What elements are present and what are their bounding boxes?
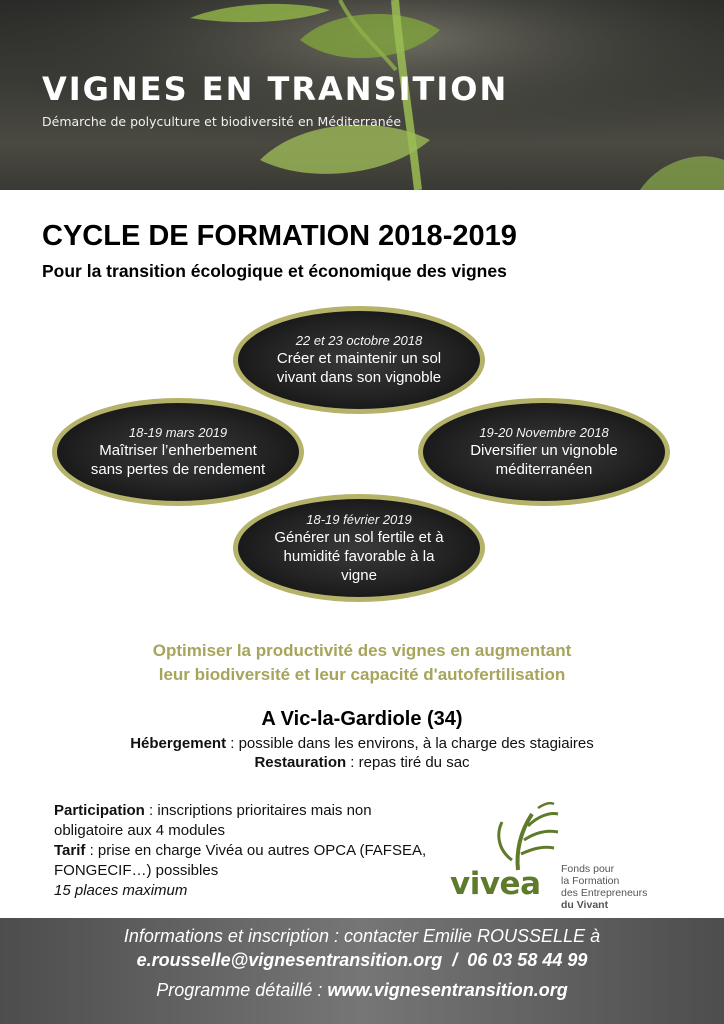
page-title: CYCLE DE FORMATION 2018-2019 (42, 220, 517, 252)
module-title: Diversifier un vignoble méditerranéen (470, 442, 618, 478)
module-title: Maîtriser l’enherbement sans pertes de rendement (90, 442, 266, 478)
participation-line (54, 801, 434, 841)
objective-line-1: Optimiser la productivité des vignes en augmentant (152, 641, 572, 660)
module-date: 18-19 mars 2019 (128, 425, 228, 440)
phone-number[interactable]: 06 03 58 44 99 (467, 950, 588, 970)
restauration-text: : repas tiré du sac (346, 754, 470, 771)
email-link[interactable]: e.rousselle@vignesentransition.org (136, 950, 443, 970)
vivea-tagline (561, 863, 647, 911)
participation-text: : inscriptions prioritaires mais non obligatoire aux 4 modules (54, 802, 372, 839)
tarif-label: Tarif (54, 842, 86, 859)
contact-line: Informations et inscription : contacter Emilie ROUSSELLE à (123, 926, 601, 946)
module-title: Créer et maintenir un sol vivant dans son vignoble (276, 350, 442, 386)
vivea-wordmark: vivea (450, 866, 541, 902)
module-octobre (233, 306, 485, 414)
module-title: Générer un sol fertile et à humidité favorable à la vigne (274, 528, 444, 584)
module-mars (52, 398, 304, 506)
programme-line (0, 980, 724, 1001)
page-subtitle: Pour la transition écologique et économique des vignes (42, 261, 507, 281)
programme-label: Programme détaillé : (156, 980, 328, 1000)
hebergement-text: : possible dans les environs, à la charge des stagiaires (226, 735, 594, 752)
website-link[interactable]: www.vignesentransition.org (327, 980, 568, 1000)
separator: / (442, 950, 468, 970)
header-title: VIGNES EN TRANSITION (42, 70, 509, 108)
module-date: 18-19 février 2019 (306, 511, 412, 527)
tagline-line: la Formation (561, 875, 620, 887)
tagline-line: des Entrepreneurs (561, 887, 648, 899)
tagline-line: du Vivant (561, 899, 609, 911)
restauration-line (0, 754, 724, 771)
participation-block (54, 801, 434, 901)
module-date: 19-20 Novembre 2018 (479, 425, 609, 440)
hebergement-label: Hébergement (130, 735, 227, 752)
tagline-line: Fonds pour (561, 863, 615, 875)
hebergement-line (0, 735, 724, 752)
tarif-text: : prise en charge Vivéa ou autres OPCA (FAFSEA, FONGECIF…) possibles (54, 842, 427, 879)
tarif-line (54, 841, 434, 881)
module-date: 22 et 23 octobre 2018 (295, 333, 423, 348)
module-novembre (418, 398, 670, 506)
location-title: A Vic-la-Gardiole (34) (261, 708, 463, 730)
header-banner (0, 0, 724, 190)
places-text: 15 places maximum (54, 882, 188, 899)
objective-line-2: leur biodiversité et leur capacité d'autofertilisation (158, 665, 566, 684)
objective-text (0, 639, 724, 687)
header-subtitle: Démarche de polyculture et biodiversité en Méditerranée (42, 114, 402, 129)
vivea-logo (444, 800, 674, 910)
participation-label: Participation (54, 802, 145, 819)
footer-contact (0, 918, 724, 1024)
restauration-label: Restauration (254, 754, 347, 771)
vivea-plant-icon (488, 802, 608, 872)
module-fevrier (233, 494, 485, 602)
contact-details (0, 950, 724, 971)
